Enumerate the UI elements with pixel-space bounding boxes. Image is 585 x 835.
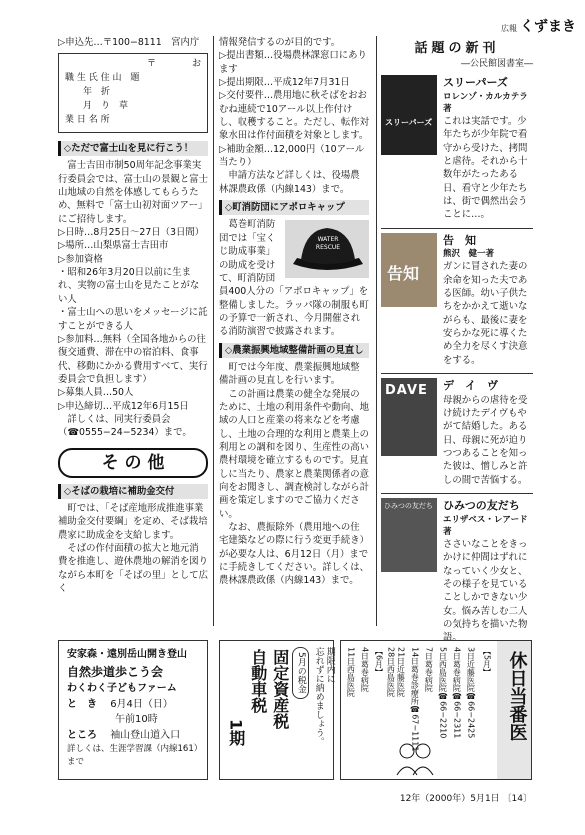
cap-logo-text: WATER RESCUE <box>315 236 341 251</box>
may-label: 【5月】 <box>482 647 492 677</box>
duty-tel: ☎66−2425 <box>466 692 476 739</box>
duty-name: 葛巻病院 <box>452 660 462 693</box>
fuji-item: ・昭和26年3月20日以前に生まれ、実物の富士山を見たことがない人 <box>58 267 200 305</box>
farm-heading: ◇農業振興地域整備計画の見直し <box>219 343 369 358</box>
duty-tel: ☎67−1111 <box>410 705 420 752</box>
soba-item: ▷補助金額…12,000円（10アール当たり） <box>219 143 365 169</box>
book-cover-text: ひみつの友だち <box>384 502 433 511</box>
column-3 <box>381 40 533 645</box>
fuji-contact: 詳しくは、同実行委員会（☎0555−24−5234）まで。 <box>58 413 192 439</box>
duty-date: 3日 <box>466 647 476 661</box>
column-divider <box>213 36 214 626</box>
duty-name: 西島医院 <box>346 665 356 698</box>
cap-photo <box>285 220 369 278</box>
duty-name: 葛巻病院 <box>424 660 434 693</box>
when-time: 午前10時 <box>115 714 158 726</box>
duty-date: 21日 <box>396 647 406 666</box>
book-title: スリーパーズ <box>443 76 508 90</box>
book-entry <box>381 228 533 367</box>
publisher-small: 広報 <box>501 24 518 33</box>
book-title: 告 知 <box>443 233 476 247</box>
soba-contact: 申請方法など詳しくは、役場農林課農政係（内線143）まで。 <box>219 170 360 195</box>
duty-column <box>451 647 462 773</box>
tax-note-2: 忘れずに納めましょう。 <box>313 647 324 746</box>
book-cover <box>381 378 437 456</box>
duty-name: 西島医院 <box>438 660 448 693</box>
footer-page: 〔14〕 <box>502 794 532 804</box>
books-subtitle: ―公民館図書室― <box>460 59 533 70</box>
tax-box <box>219 640 334 780</box>
duty-date: 4日 <box>360 647 370 661</box>
book-author: ロレンゾ・カルカテラ著 <box>443 91 528 114</box>
book-cover-text: 告知 <box>387 263 420 283</box>
book-cover <box>381 75 437 155</box>
form-line: 年 折 <box>83 87 129 98</box>
publisher-name: くずまき <box>520 19 576 35</box>
book-entry <box>381 493 533 644</box>
hike-box <box>58 640 208 780</box>
tax-period: 1期 <box>226 719 246 747</box>
soba-heading: ◇そばの栽培に補助金交付 <box>58 484 208 499</box>
soba-continue: 情報発信するのが目的です。 <box>219 37 341 48</box>
book-desc: 母親からの虐待を受け続けたデイヴもやがて結婚した。ある日、母親に死が迫りつつあることを知った彼は、憎しみと許しの間で苦悩する。 <box>443 394 528 486</box>
duty-date: 5日 <box>438 647 448 661</box>
duty-date: 7日 <box>424 647 434 661</box>
soba-item: ▷交付要件…農用地に秋そばをおおむね連続で10アール以上作付けし、収穫すること。ただし、転作対象水田は作付面積を対象とします。 <box>219 90 370 142</box>
tax-badge: 5月の税金 <box>292 647 309 699</box>
fuji-item: ▷日時…8月25日〜27日（3日間） <box>58 227 205 239</box>
duty-name: 近藤医院 <box>466 660 476 693</box>
where-value: 袖山登山道入口 <box>110 729 181 741</box>
book-desc: これは実話です。少年たちが少年院で看守から受けた、拷問と虐待。それから十数年がたったある日、看守と少年たちは、街で偶然出会うことに…。 <box>443 115 528 221</box>
duty-name: 近藤医院 <box>396 665 406 698</box>
hike-when <box>67 697 199 713</box>
column-2 <box>219 36 369 588</box>
when-value: 6月4日（日） <box>110 698 173 710</box>
footer <box>380 793 532 806</box>
duty-tel: ☎66−2210 <box>438 692 448 739</box>
soba-item: ▷提出期限…平成12年7月31日 <box>219 77 350 89</box>
fire-heading: ◇町消防団にアポロキャップ <box>219 200 369 215</box>
fire-p1: 葛巻町消防団では「宝くじ助成事業」の助成を受けて、町消防団員400人分の「アポロキャップ」を整備しました。ラッパ隊の制服も町の予算で一新され、今月開催される消防演習で披露されます。 <box>219 219 369 338</box>
duty-title: 休日当番医 <box>506 651 528 741</box>
duty-date: 4日 <box>452 647 462 661</box>
book-author: 熊沢 健一著 <box>443 249 495 260</box>
other-section-title <box>58 448 208 478</box>
fuji-item: ▷参加料…無料（全国各地からの往復交通費、滞在中の宿泊料、食事代、移動にかかる費用すべて、実行委員会で負担します） <box>58 333 208 385</box>
hike-line1: 安家森・遠別岳山開き登山 <box>67 649 187 660</box>
fuji-item: ▷参加資格 <box>58 253 103 265</box>
hike-line2: 自然歩道歩こう会 <box>67 664 164 679</box>
where-label: ところ <box>67 729 97 741</box>
book-cover-text: DAVE <box>385 383 428 399</box>
duty-box <box>340 640 532 780</box>
header <box>484 18 576 36</box>
column-divider <box>376 36 377 626</box>
form-line: 月 り 草 <box>83 101 129 112</box>
apply-line: ▷申込先…〒100−8111 宮内庁 <box>58 37 200 48</box>
when-label: と き <box>67 698 97 710</box>
duty-date: 14日 <box>410 647 420 666</box>
column-1 <box>58 36 208 595</box>
duty-date: 11日 <box>346 647 356 666</box>
farm-p1: 町では今年度、農業振興地域整備計画の見直しを行います。 <box>219 361 360 387</box>
book-title: デ イ ヴ <box>443 379 498 393</box>
farm-p2: この計画は農業の健全な発展のために、土地の利用条件や動向、地域の人口と産業の将来などを考慮し、土地の合理的な利用と農業上の利用との調和を図り、生産性の高い農村環境を確立するものです。見直しに当たり、農家と農業関係者の意向をお聞きし、調査検討しながら計画を策定しますのでご協力ください。 <box>219 388 370 520</box>
duty-name: 西島医院 <box>386 665 396 698</box>
duty-column <box>465 647 476 773</box>
duty-date: 28日 <box>386 647 396 666</box>
farm-p3: なお、農振除外（農用地への住宅建築などの際に行う変更手続き）が必要な人は、6月12日（月）までに手続きしてください。詳しくは、農林課農政係（内線143）まで。 <box>219 522 370 587</box>
fuji-heading: ◇ただで富士山を見に行こう！ <box>58 141 208 156</box>
jun-label: 【6月】 <box>374 647 384 677</box>
tax-title-1: 固定資産税 <box>270 649 290 729</box>
duty-title-block <box>497 641 531 779</box>
duty-column <box>345 647 356 773</box>
form-line: 職 生 氏 住 山 題 <box>65 73 140 84</box>
book-desc: ガンに冒された妻の余命を知った夫である医師。幼い子供たちをかかえて逝いながらも、最後に妻を安らかな死に導くため全力を尽くす決意をする。 <box>443 261 528 366</box>
book-entry <box>381 373 533 487</box>
books-title: 話題の新刊 <box>414 41 500 56</box>
book-cover-text: スリーパーズ <box>385 118 433 128</box>
postcard-form <box>58 53 208 133</box>
fuji-item: ・富士山への思いをメッセージに託すことができる人 <box>58 307 208 332</box>
form-line: 〒 お <box>146 59 201 70</box>
book-cover <box>381 233 437 307</box>
soba-p2: そばの作付面積の拡大と地元消費を推進し、遊休農地の解消を図りながら本町を「そばの里」として広く <box>58 542 209 594</box>
soba-item: ▷提出書類…役場農林課窓口にあります <box>219 50 367 75</box>
soba-p1: 町では、「そば産地形成推進事業補助金交付要綱」を定め、そば栽培農家に助成金を支給します。 <box>58 502 208 541</box>
duty-name: 葛巻診療所 <box>410 665 420 706</box>
other-title: そ の 他 <box>101 452 165 473</box>
book-title: ひみつの友だち <box>443 499 520 513</box>
hike-where <box>67 728 199 744</box>
fuji-intro: 富士吉田市制50周年記念事業実行委員会では、富士山の景観と富士山地域の自然を体感してもらうため、無料で「富士山初対面ツアー」にご招待します。 <box>58 160 209 225</box>
hike-contact: 詳しくは、生涯学習課（内線161）まで <box>67 744 198 768</box>
fuji-item: ▷募集人員…50人 <box>58 387 134 399</box>
duty-column <box>359 647 370 773</box>
doctor-illustration <box>393 741 437 777</box>
footer-date: 12年（2000年）5月1日 <box>399 794 500 804</box>
book-cover <box>381 498 437 572</box>
fuji-item: ▷申込締切…平成12年6月15日 <box>58 400 189 412</box>
tax-note-1: 期限内に <box>324 647 335 683</box>
hike-line3: わくわく子どもファーム <box>67 683 177 695</box>
fuji-item: ▷場所…山梨県富士吉田市 <box>58 240 169 252</box>
form-line: 業 日 名 所 <box>65 115 128 126</box>
duty-name: 葛巻病院 <box>360 660 370 693</box>
duty-column <box>437 647 448 773</box>
book-entry <box>381 75 533 221</box>
book-author: エリザベス・レアード著 <box>443 514 528 537</box>
duty-tel: ☎66−2311 <box>452 692 462 739</box>
tax-title-2: 自動車税 <box>248 649 268 713</box>
book-desc: ささいなことをきっかけに仲間はずれになっていく少女と、その様子を見ていることしかできない少女。悩み苦しむ二人の気持ちを描いた物語。 <box>443 538 528 644</box>
